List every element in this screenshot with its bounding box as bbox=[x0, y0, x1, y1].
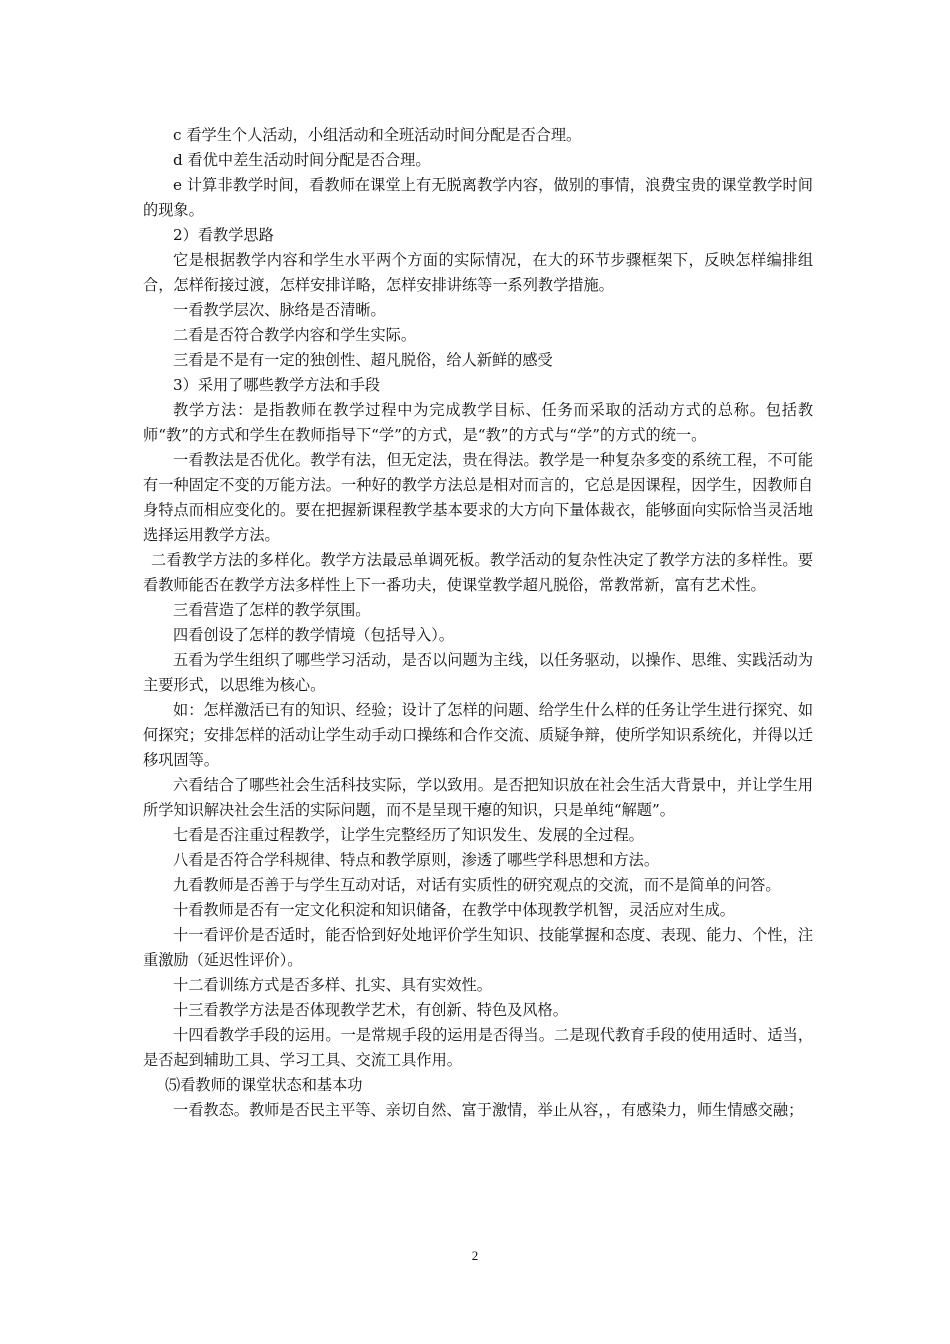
section-heading: ⑸看教师的课堂状态和基本功 bbox=[165, 1076, 363, 1094]
paragraph: d 看优中差生活动时间分配是否合理。 bbox=[173, 151, 431, 169]
paragraph: 十三看教学方法是否体现教学艺术，有创新、特色及风格。 bbox=[173, 1001, 568, 1019]
paragraph: e 计算非教学时间，看教师在课堂上有无脱离教学内容，做别的事情，浪费宝贵的课堂教学时间的现象。 bbox=[143, 176, 813, 219]
paragraph: c 看学生个人活动，小组活动和全班活动时间分配是否合理。 bbox=[173, 126, 582, 144]
paragraph: 二看教学方法的多样化。教学方法最忌单调死板。教学活动的复杂性决定了教学方法的多样性。要看教师能否在教学方法多样性上下一番功夫，使课堂教学超凡脱俗，常教常新，富有艺术性。 bbox=[143, 551, 813, 594]
paragraph: 一看教法是否优化。教学有法，但无定法，贵在得法。教学是一种复杂多变的系统工程，不可能有一种固定不变的万能方法。一种好的教学方法总是相对而言的，它总是因课程，因学生，因教师自身特点而相应变化的。要在把握新课程教学基本要求的大方向下量体裁衣，能够面向实际恰当灵活地选择运用教学方法。 bbox=[143, 451, 813, 544]
paragraph: 四看创设了怎样的教学情境（包括导入）。 bbox=[173, 626, 454, 644]
paragraph: 如：怎样激活已有的知识、经验；设计了怎样的问题、给学生什么样的任务让学生进行探究、如何探究；安排怎样的活动让学生动手动口操练和合作交流、质疑争辩，使所学知识系统化，并得以迁移巩固等。 bbox=[143, 701, 813, 769]
document-body bbox=[143, 123, 813, 1123]
paragraph: 七看是否注重过程教学，让学生完整经历了知识发生、发展的全过程。 bbox=[173, 826, 644, 844]
paragraph: 二看是否符合教学内容和学生实际。 bbox=[173, 326, 416, 344]
section-heading: 3）采用了哪些教学方法和手段 bbox=[173, 376, 381, 394]
paragraph: 十一看评价是否适时，能否恰到好处地评价学生知识、技能掌握和态度、表现、能力、个性，注重激励（延迟性评价）。 bbox=[143, 926, 813, 969]
paragraph: 教学方法：是指教师在教学过程中为完成教学目标、任务而采取的活动方式的总称。包括教师“教”的方式和学生在教师指导下“学”的方式，是“教”的方式与“学”的方式的统一。 bbox=[143, 401, 813, 444]
paragraph: 一看教学层次、脉络是否清晰。 bbox=[173, 301, 386, 319]
section-heading: 2）看教学思路 bbox=[173, 226, 274, 244]
paragraph: 一看教态。教师是否民主平等、亲切自然、富于激情，举止从容，，有感染力，师生情感交融； bbox=[173, 1101, 804, 1119]
paragraph: 六看结合了哪些社会生活科技实际，学以致用。是否把知识放在社会生活大背景中，并让学生用所学知识解决社会生活的实际问题，而不是呈现干瘪的知识，只是单纯“解题”。 bbox=[143, 776, 813, 819]
paragraph: 八看是否符合学科规律、特点和教学原则，渗透了哪些学科思想和方法。 bbox=[173, 851, 659, 869]
paragraph: 九看教师是否善于与学生互动对话，对话有实质性的研究观点的交流，而不是简单的问答。 bbox=[173, 876, 781, 894]
paragraph: 它是根据教学内容和学生水平两个方面的实际情况，在大的环节步骤框架下，反映怎样编排组合，怎样衔接过渡，怎样安排详略，怎样安排讲练等一系列教学措施。 bbox=[143, 251, 813, 294]
paragraph: 十四看教学手段的运用。一是常规手段的运用是否得当。二是现代教育手段的使用适时、适当，是否起到辅助工具、学习工具、交流工具作用。 bbox=[143, 1026, 813, 1069]
paragraph: 十看教师是否有一定文化积淀和知识储备，在教学中体现教学机智，灵活应对生成。 bbox=[173, 901, 735, 919]
paragraph: 五看为学生组织了哪些学习活动，是否以问题为主线，以任务驱动，以操作、思维、实践活动为主要形式，以思维为核心。 bbox=[143, 651, 813, 694]
paragraph: 三看营造了怎样的教学氛围。 bbox=[173, 601, 371, 619]
paragraph: 三看是不是有一定的独创性、超凡脱俗，给人新鲜的感受 bbox=[173, 351, 553, 369]
paragraph: 十二看训练方式是否多样、扎实、具有实效性。 bbox=[173, 976, 492, 994]
page-number: 2 bbox=[471, 1248, 479, 1263]
